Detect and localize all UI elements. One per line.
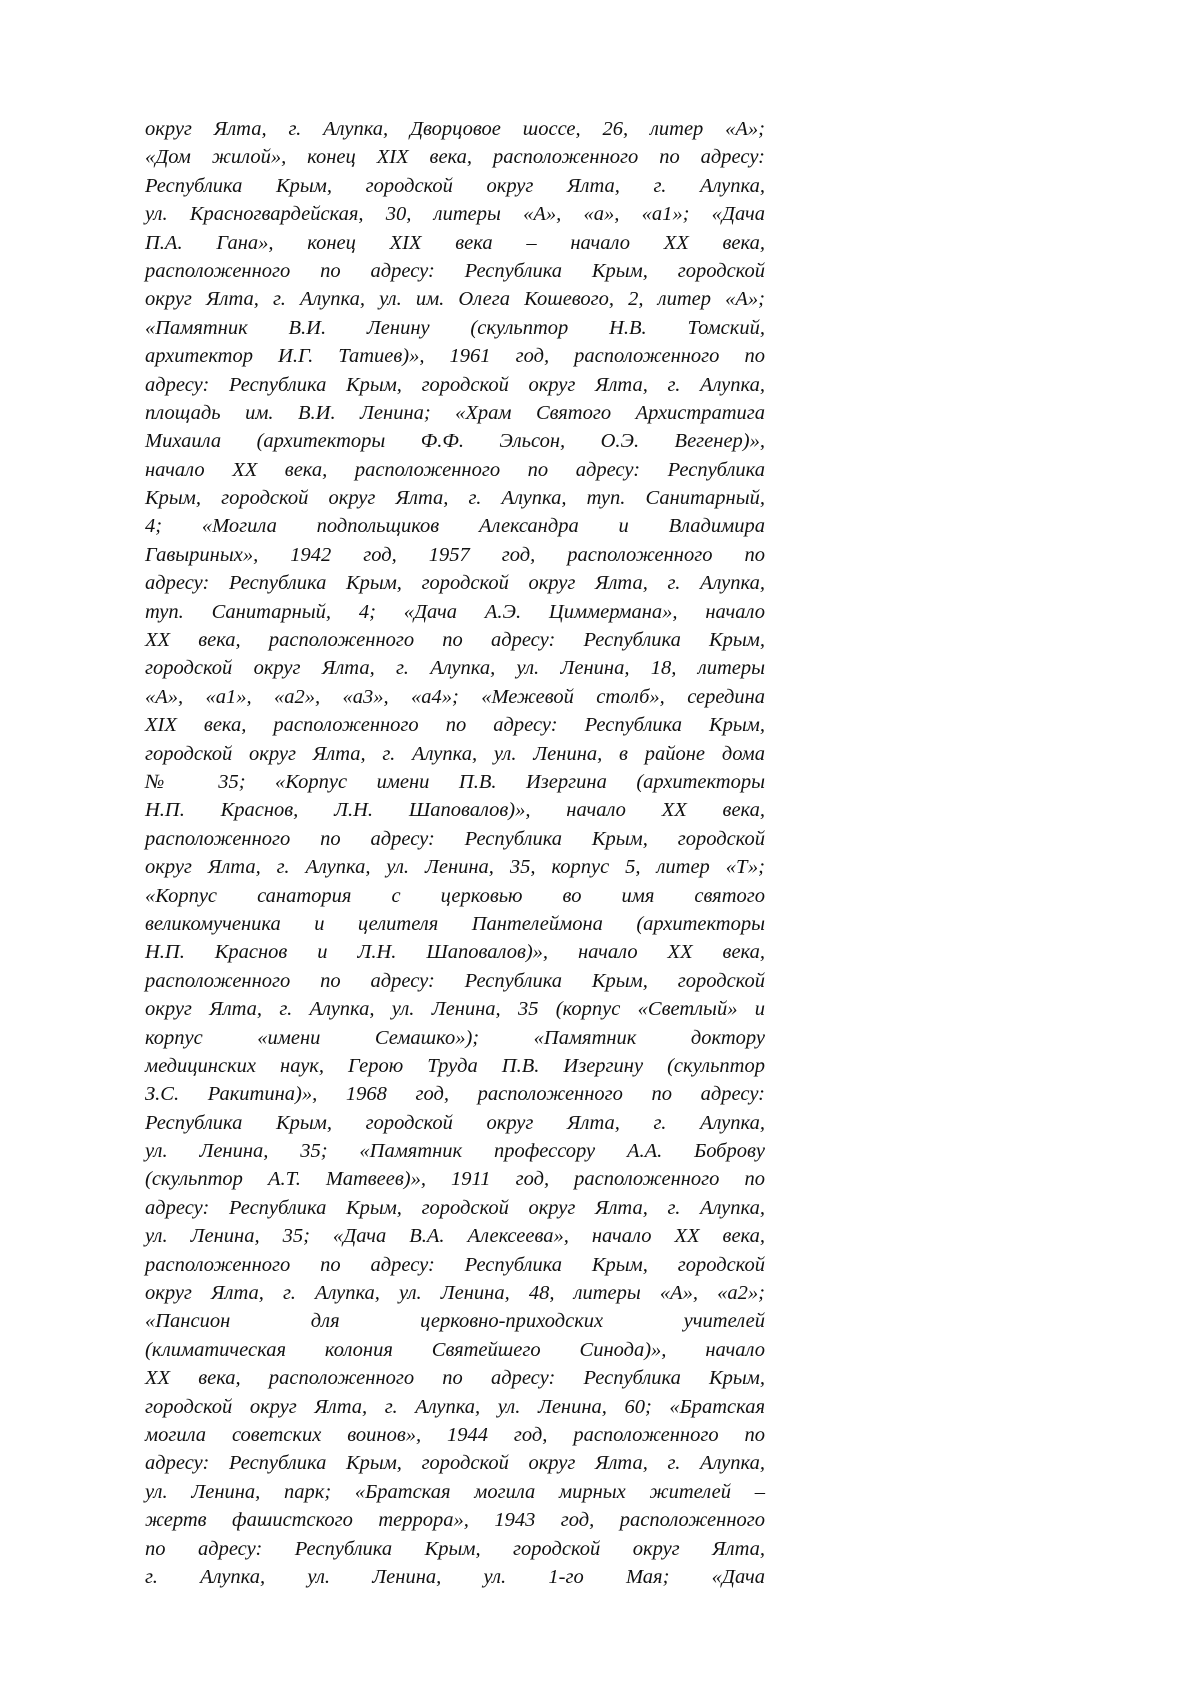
text-line: корпус «имени Семашко»); «Памятник доктору [145,1026,765,1049]
body-text [145,115,765,1591]
text-line: ул. Ленина, парк; «Братская могила мирных жителей – [145,1480,765,1503]
text-line: «Памятник В.И. Ленину (скульптор Н.В. Томский, [145,316,765,339]
text-line: Республика Крым, городской округ Ялта, г. Алупка, [145,1111,765,1134]
text-line: расположенного по адресу: Республика Крым, городской [145,259,765,282]
text-line: Республика Крым, городской округ Ялта, г. Алупка, [145,174,765,197]
text-line: могила советских воинов», 1944 год, расположенного по [145,1423,765,1446]
text-line: ул. Ленина, 35; «Дача В.А. Алексеева», начало XX века, [145,1225,765,1248]
text-line: расположенного по адресу: Республика Крым, городской [145,1253,765,1276]
text-line: ул. Ленина, 35; «Памятник профессору А.А. Боброву [145,1140,765,1163]
text-line: 4; «Могила подпольщиков Александра и Владимира [145,515,765,538]
text-line: Н.П. Краснов, Л.Н. Шаповалов)», начало XX века, [145,799,765,822]
text-line: округ Ялта, г. Алупка, ул. им. Олега Кошевого, 2, литер «А»; [145,288,765,311]
text-line: № 35; «Корпус имени П.В. Изергина (архитекторы [145,770,765,793]
text-line: XIX века, расположенного по адресу: Республика Крым, [145,714,765,737]
text-line: «А», «а1», «а2», «а3», «а4»; «Межевой столб», середина [145,685,765,708]
text-line: туп. Санитарный, 4; «Дача А.Э. Циммермана», начало [145,600,765,623]
text-line: городской округ Ялта, г. Алупка, ул. Ленина, 18, литеры [145,657,765,680]
text-line: З.С. Ракитина)», 1968 год, расположенного по адресу: [145,1083,765,1106]
text-line: площадь им. В.И. Ленина; «Храм Святого Архистратига [145,401,765,424]
text-line: городской округ Ялта, г. Алупка, ул. Ленина, в районе дома [145,742,765,765]
text-line: жертв фашистского террора», 1943 год, расположенного [145,1509,765,1532]
text-line: округ Ялта, г. Алупка, ул. Ленина, 35 (корпус «Светлый» и [145,998,765,1021]
text-line: адресу: Республика Крым, городской округ Ялта, г. Алупка, [145,1452,765,1475]
text-line: (климатическая колония Святейшего Синода)», начало [145,1338,765,1361]
text-line: П.А. Гана», конец XIX века – начало XX века, [145,231,765,254]
text-line: XX века, расположенного по адресу: Республика Крым, [145,1367,765,1390]
text-line: XX века, расположенного по адресу: Республика Крым, [145,629,765,652]
text-line: «Корпус санатория с церковью во имя святого [145,884,765,907]
text-line: г. Алупка, ул. Ленина, ул. 1-го Мая; «Дача [145,1565,765,1588]
text-line: округ Ялта, г. Алупка, ул. Ленина, 48, литеры «А», «а2»; [145,1282,765,1305]
text-line: расположенного по адресу: Республика Крым, городской [145,969,765,992]
text-line: по адресу: Республика Крым, городской округ Ялта, [145,1537,765,1560]
text-line: медицинских наук, Герою Труда П.В. Изергину (скульптор [145,1054,765,1077]
text-line: Михаила (архитекторы Ф.Ф. Эльсон, О.Э. Вегенер)», [145,430,765,453]
text-line: великомученика и целителя Пантелеймона (архитекторы [145,912,765,935]
text-line: адресу: Республика Крым, городской округ Ялта, г. Алупка, [145,1196,765,1219]
text-line: начало XX века, расположенного по адресу: Республика [145,458,765,481]
text-line: архитектор И.Г. Татиев)», 1961 год, расположенного по [145,345,765,368]
text-line: округ Ялта, г. Алупка, ул. Ленина, 35, корпус 5, литер «Т»; [145,856,765,879]
text-line: Н.П. Краснов и Л.Н. Шаповалов)», начало XX века, [145,941,765,964]
text-line: расположенного по адресу: Республика Крым, городской [145,827,765,850]
text-line: адресу: Республика Крым, городской округ Ялта, г. Алупка, [145,373,765,396]
text-line: Гавыриных», 1942 год, 1957 год, расположенного по [145,543,765,566]
text-line: адресу: Республика Крым, городской округ Ялта, г. Алупка, [145,572,765,595]
text-line: городской округ Ялта, г. Алупка, ул. Ленина, 60; «Братская [145,1395,765,1418]
text-line: ул. Красногвардейская, 30, литеры «А», «а», «а1»; «Дача [145,203,765,226]
text-line: (скульптор А.Т. Матвеев)», 1911 год, расположенного по [145,1168,765,1191]
text-line: Крым, городской округ Ялта, г. Алупка, туп. Санитарный, [145,487,765,510]
text-line: округ Ялта, г. Алупка, Дворцовое шоссе, 26, литер «А»; [145,118,765,140]
text-line: «Дом жилой», конец XIX века, расположенного по адресу: [145,146,765,169]
text-line: «Пансион для церковно-приходских учителей [145,1310,765,1333]
